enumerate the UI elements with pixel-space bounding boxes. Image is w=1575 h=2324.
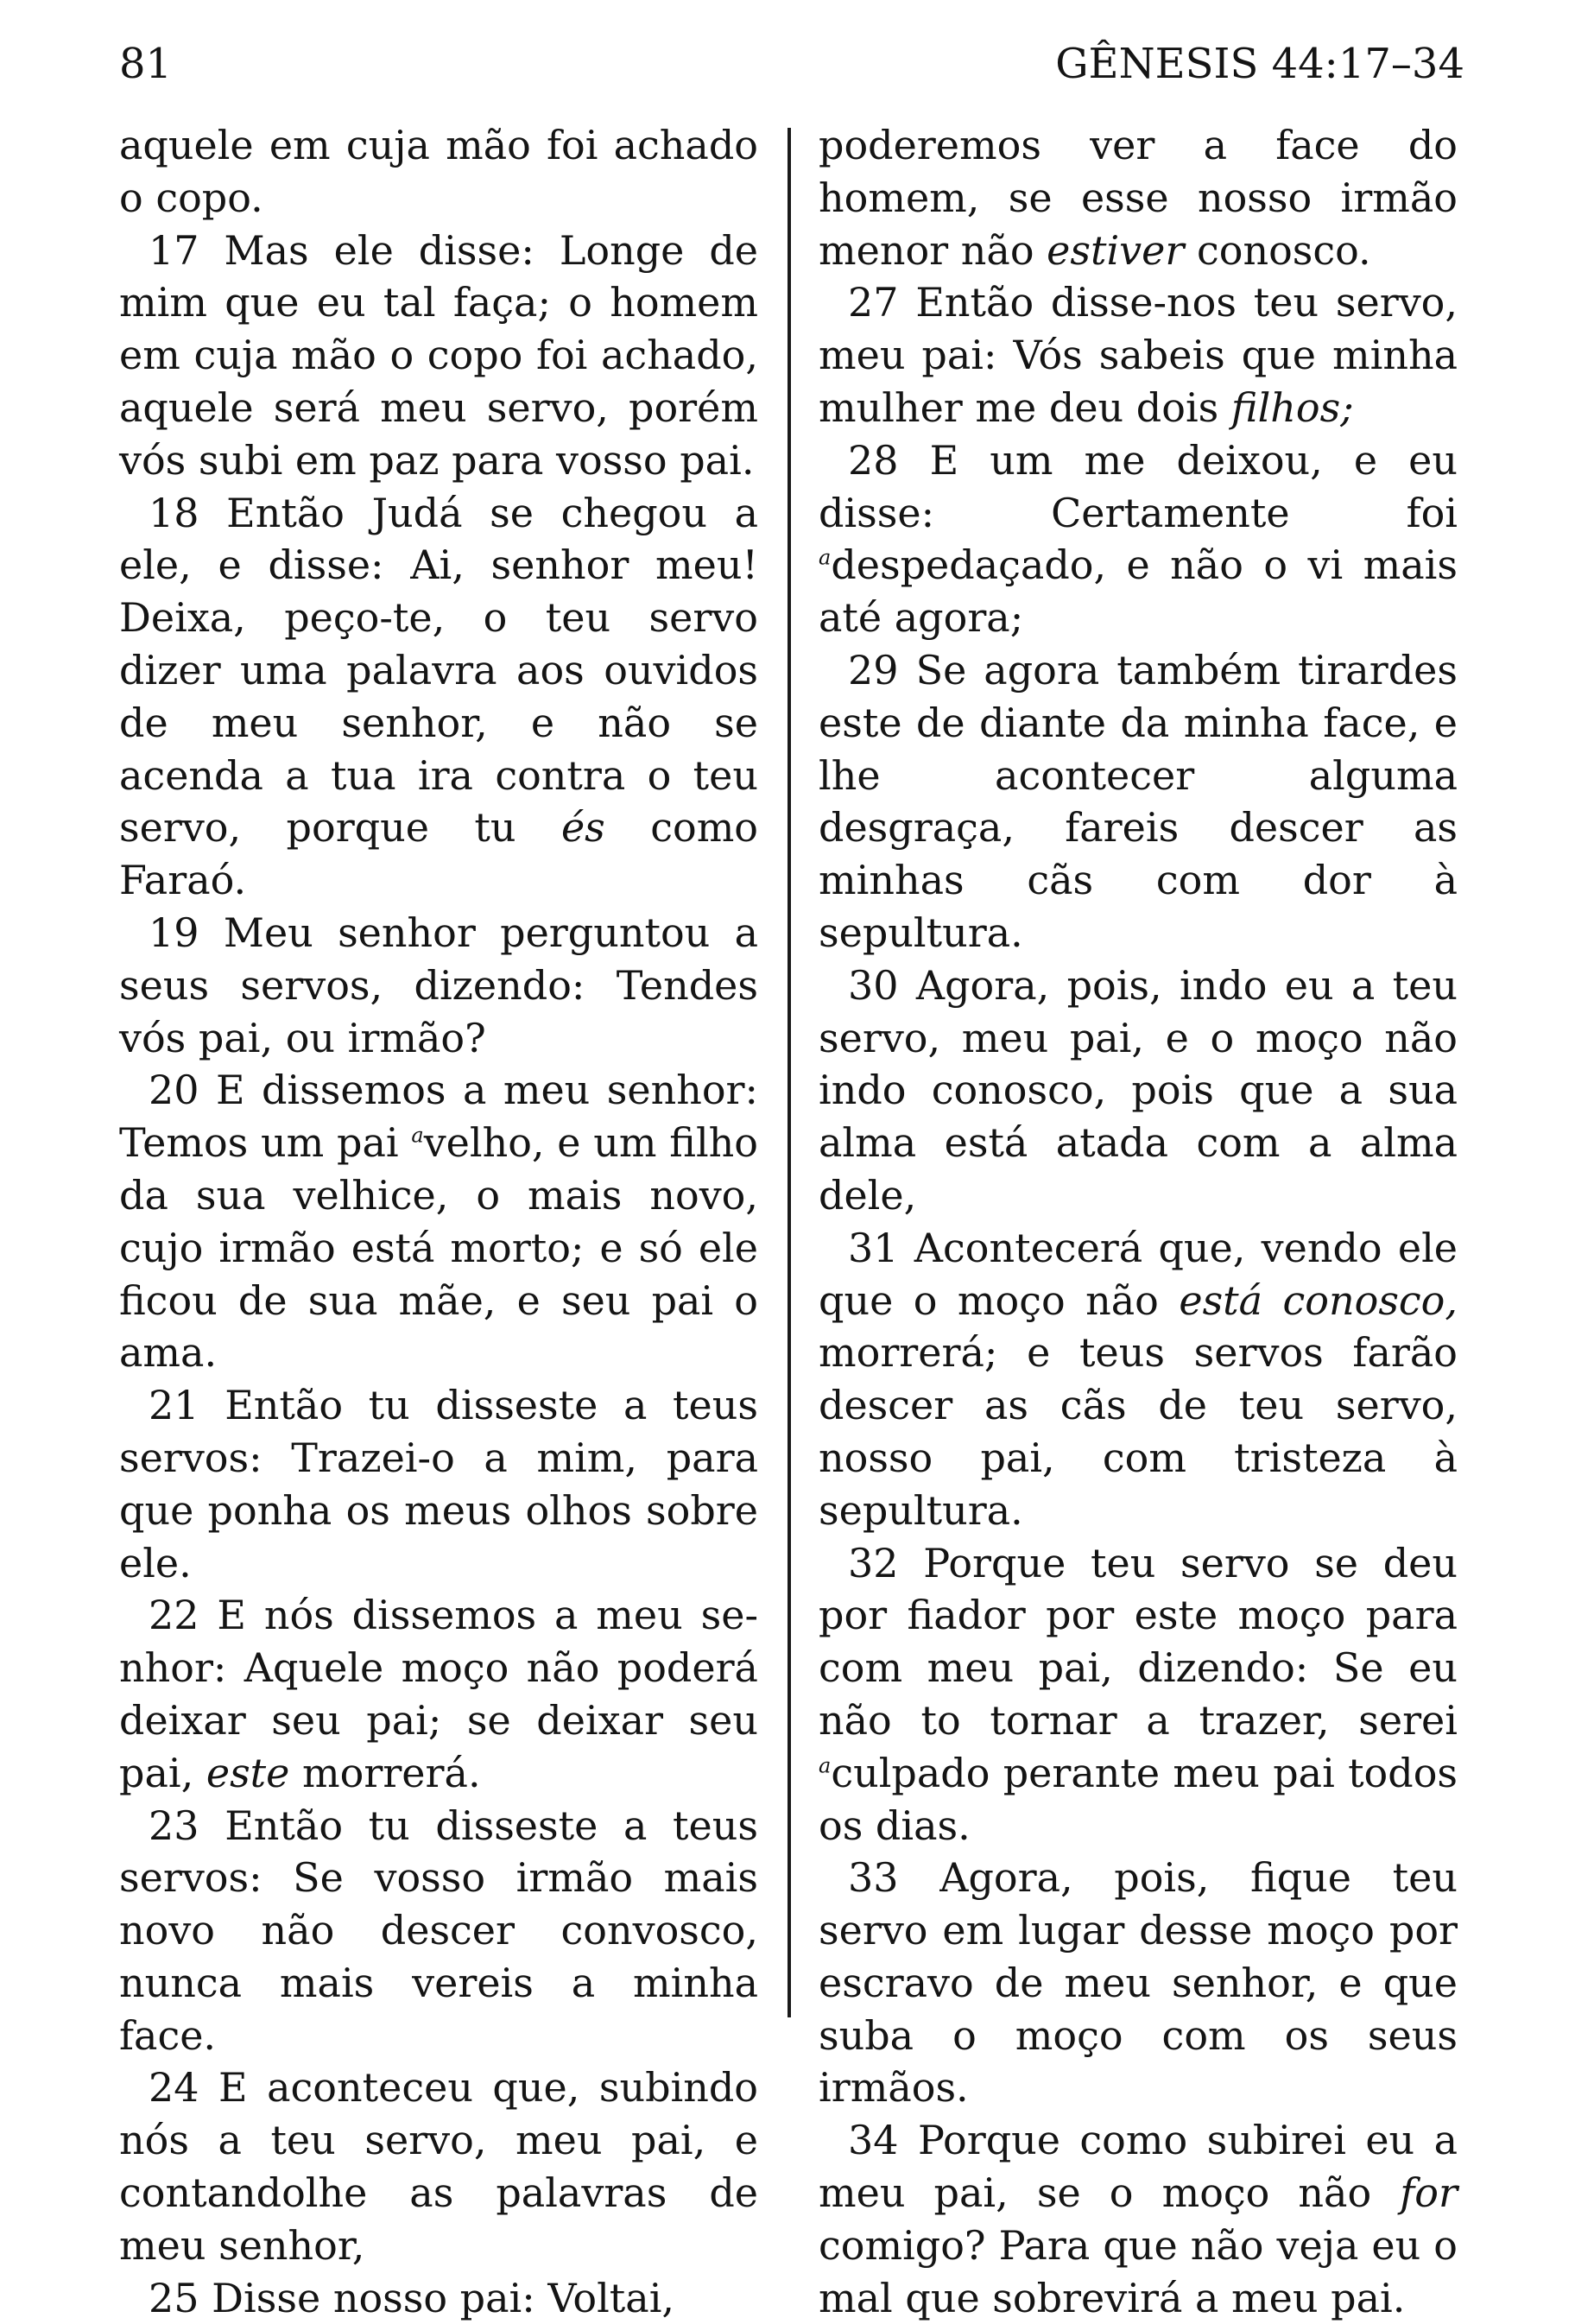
verse-number: 33 [848,1854,899,1902]
verse-17 [119,225,758,487]
verse-number: 27 [848,279,899,326]
verse-italic-text: este [206,1749,290,1796]
verse-number: 17 [149,226,199,274]
verse-text: Disse nosso pai: Voltai, [212,2274,675,2321]
verse-text: Então tu disseste a teus servos: Trazei-o a mim, para que ponha os meus olhos sobre ele. [119,1382,758,1586]
verse-text-end: comigo? Para que não veja eu o mal que sobrevirá a meu pai. [819,2221,1458,2321]
column-divider [788,128,791,2017]
verse-27 [819,276,1458,434]
verse-25 [119,2272,758,2324]
verse-text: E aconteceu que, subindo nós a teu servo, meu pai, e contandolhe as palavras de meu senhor, [119,2064,758,2269]
continuation-italic: estiver [1047,226,1185,274]
footnote-marker: a [819,546,832,571]
left-column [119,119,759,2321]
verse-text: Porque teu servo se deu por fiador por este moço para com meu pai, dizendo: Se eu não to tornar a trazer, serei [819,1539,1458,1744]
verse-number: 31 [848,1224,899,1271]
verse-text: E nós dissemos a meu senhor: Aquele moço não poderá deixar seu pai; se deixar seu pai, [119,1592,758,1796]
verse-italic-text: filhos; [1230,383,1354,431]
verse-number: 23 [149,1802,199,1849]
verse-text-end: morrerá. [302,1749,481,1796]
footnote-marker: a [411,1123,424,1148]
verse-text: E um me deixou, e eu disse: Certamente foi [819,436,1458,536]
verse-31 [819,1222,1458,1537]
verse-text-end: culpado perante meu pai todos os dias. [819,1749,1458,1849]
verse-text: Mas ele disse: Longe de mim que eu tal faça; o homem em cuja mão o copo foi achado, aquele será meu servo, porém vós subi em paz para vosso pai. [119,226,759,484]
verse-28 [819,434,1458,644]
verse-text: E dissemos a meu senhor: Temos um pai [119,1067,758,1167]
verse-text-end: velho, e um filho da sua velhice, o mais novo, cujo irmão está morto; e só ele ficou de sua mãe, e seu pai o ama. [119,1119,759,1377]
verse-number: 32 [848,1539,899,1586]
verse-text: Agora, pois, indo eu a teu servo, meu pai, e o moço não indo conosco, pois que a sua alma está atada com a alma dele, [819,961,1458,1219]
verse-22 [119,1589,758,1799]
verse-33 [819,1852,1458,2114]
verse-number: 29 [848,646,899,693]
continuation-text [819,119,1458,276]
verse-italic-text: és [560,804,605,852]
verse-number: 19 [149,909,199,956]
verse-18 [119,487,758,907]
verse-23 [119,1800,758,2062]
verse-italic-text: está conosco, [1179,1276,1458,1324]
verse-text: Então tu disseste a teus servos: Se vosso irmão mais novo não descer convosco, nunca mais vereis a minha face. [119,1802,758,2059]
right-column [819,119,1458,2321]
verse-34 [819,2114,1458,2324]
verse-text-end: como Faraó. [119,804,759,904]
verse-text: Porque como subirei eu a meu pai, se o moço não [819,2117,1458,2217]
verse-number: 25 [149,2274,199,2321]
verse-number: 24 [149,2064,199,2112]
verse-text: Então disse-nos teu servo, meu pai: Vós sabeis que minha mulher me deu dois [819,279,1458,431]
verse-number: 22 [149,1592,199,1639]
verse-number: 20 [149,1067,199,1114]
verse-text-end: despedaçado, e não o vi mais até agora; [819,541,1458,642]
verse-italic-text: for [1400,2169,1458,2217]
verse-text: Se agora também tirardes este de diante da minha face, e lhe acontecer alguma desgraça, fareis descer as minhas cãs com dor à sepultura. [819,646,1458,956]
verse-text: Acontecerá que, vendo ele que o moço não [819,1224,1458,1324]
verse-21 [119,1379,758,1589]
verse-text: Meu senhor perguntou a seus servos, dizendo: Tendes vós pai, ou irmão? [119,909,759,1061]
verse-text: Então Judá se chegou a ele, e disse: Ai, senhor meu! Deixa, peço-te, o teu servo dizer uma palavra aos ouvidos de meu senhor, e não se acenda a tua ira contra o teu servo, porque tu [119,489,759,852]
verse-text-end: morrerá; e teus servos farão descer as cãs de teu servo, nosso pai, com tristeza à sepultura. [819,1329,1458,1534]
running-head: GÊNESIS 44:17–34 [1055,40,1464,88]
verse-24 [119,2061,758,2271]
verse-20 [119,1064,758,1379]
verse-30 [819,959,1458,1222]
verse-32 [819,1537,1458,1852]
verse-19 [119,907,758,1064]
page-number: 81 [119,40,173,88]
continuation-text: aquele em cuja mão foi achado o copo. [119,122,758,221]
verse-text: Agora, pois, fique teu servo em lugar desse moço por escravo de meu senhor, e que suba o moço com os seus irmãos. [819,1854,1458,2112]
verse-number: 18 [149,489,199,536]
verse-number: 21 [149,1382,199,1429]
footnote-marker: a [819,1753,832,1778]
verse-29 [819,644,1458,959]
continuation-end: conosco. [1197,226,1371,274]
verse-number: 30 [848,961,899,1009]
continuation-start: poderemos ver a face do homem, se esse nosso irmão menor não [819,122,1458,274]
verse-number: 28 [848,436,899,484]
verse-number: 34 [848,2117,899,2164]
